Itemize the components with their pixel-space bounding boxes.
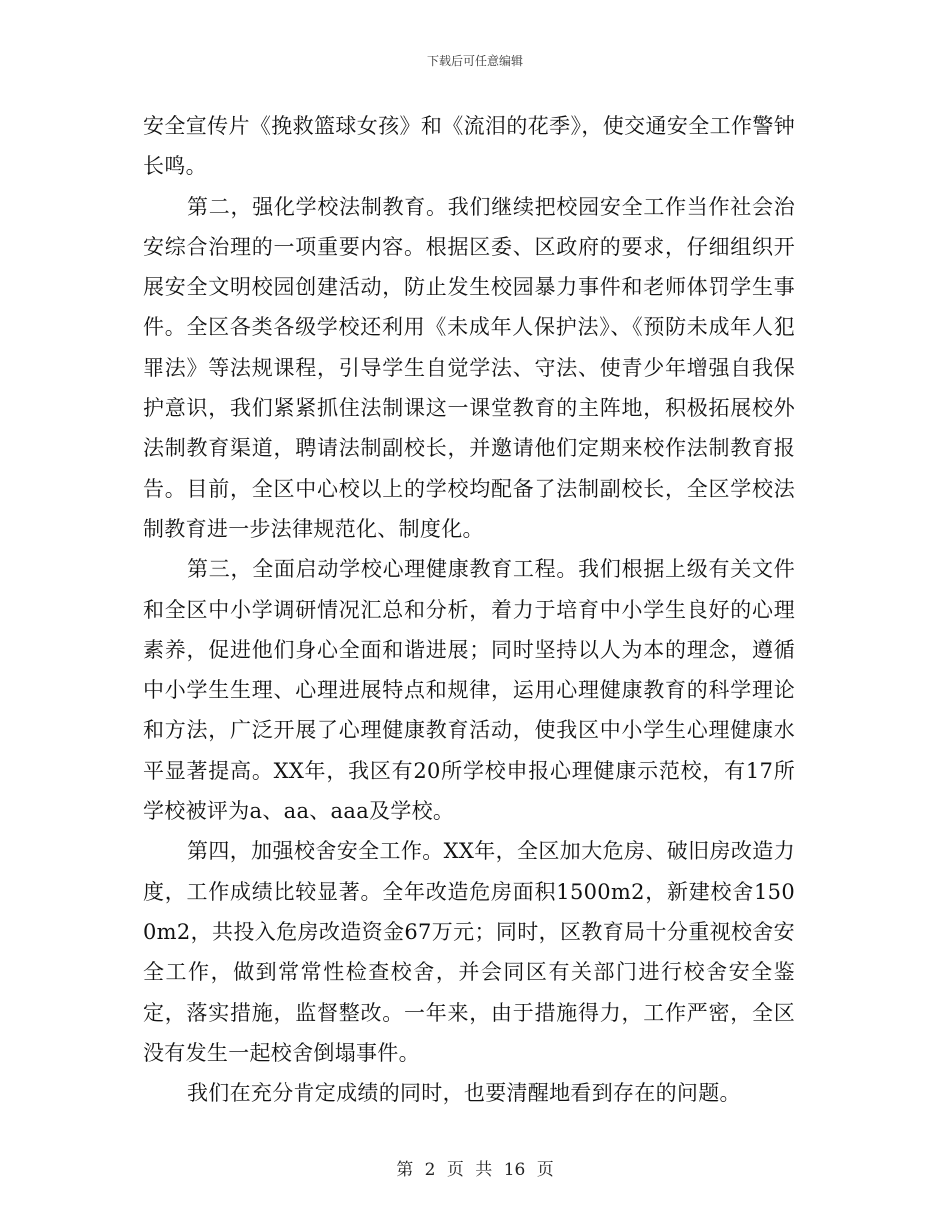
page-number-footer: 第 2 页 共 16 页 bbox=[396, 1160, 554, 1180]
paragraph-4: 第四，加强校舍安全工作。XX年，全区加大危房、破旧房改造力度，工作成绩比较显著。全年改造危房面积1500m2，新建校舍1500m2，共投入危房改造资金67万元；同时，区教育局十分重视校舍安全工作，做到常常性检查校舍，并会同区有关部门进行校舍安全鉴定，落实措施，监督整改。一年来，由于措施得力，工作严密，全区没有发生一起校舍倒塌事件。 bbox=[143, 839, 795, 1065]
paragraph-5: 我们在充分肯定成绩的同时，也要清醒地看到存在的问题。 bbox=[187, 1081, 741, 1106]
paragraph-1: 安全宣传片《挽救篮球女孩》和《流泪的花季》，使交通安全工作警钟长鸣。 bbox=[143, 114, 795, 179]
paragraph-3: 第三，全面启动学校心理健康教育工程。我们根据上级有关文件和全区中小学调研情况汇总和分析，着力于培育中小学生良好的心理素养，促进他们身心全面和谐进展；同时坚持以人为本的理念，遵循中小学生生理、心理进展特点和规律，运用心理健康教育的科学理论和方法，广泛开展了心理健康教育活动，使我区中小学生心理健康水平显著提高。XX年，我区有20所学校申报心理健康示范校，有17所学校被评为a、aa、aaa及学校。 bbox=[143, 557, 795, 824]
document-body bbox=[143, 106, 795, 1113]
paragraph-2: 第二，强化学校法制教育。我们继续把校园安全工作当作社会治安综合治理的一项重要内容。根据区委、区政府的要求，仔细组织开展安全文明校园创建活动，防止发生校园暴力事件和老师体罚学生事件。全区各类各级学校还利用《未成年人保护法》、《预防未成年人犯罪法》等法规课程，引导学生自觉学法、守法、使青少年增强自我保护意识，我们紧紧抓住法制课这一课堂教育的主阵地，积极拓展校外法制教育渠道，聘请法制副校长，并邀请他们定期来校作法制教育报告。目前，全区中心校以上的学校均配备了法制副校长，全区学校法制教育进一步法律规范化、制度化。 bbox=[143, 194, 795, 541]
page-header: 下载后可任意编辑 bbox=[426, 54, 523, 68]
